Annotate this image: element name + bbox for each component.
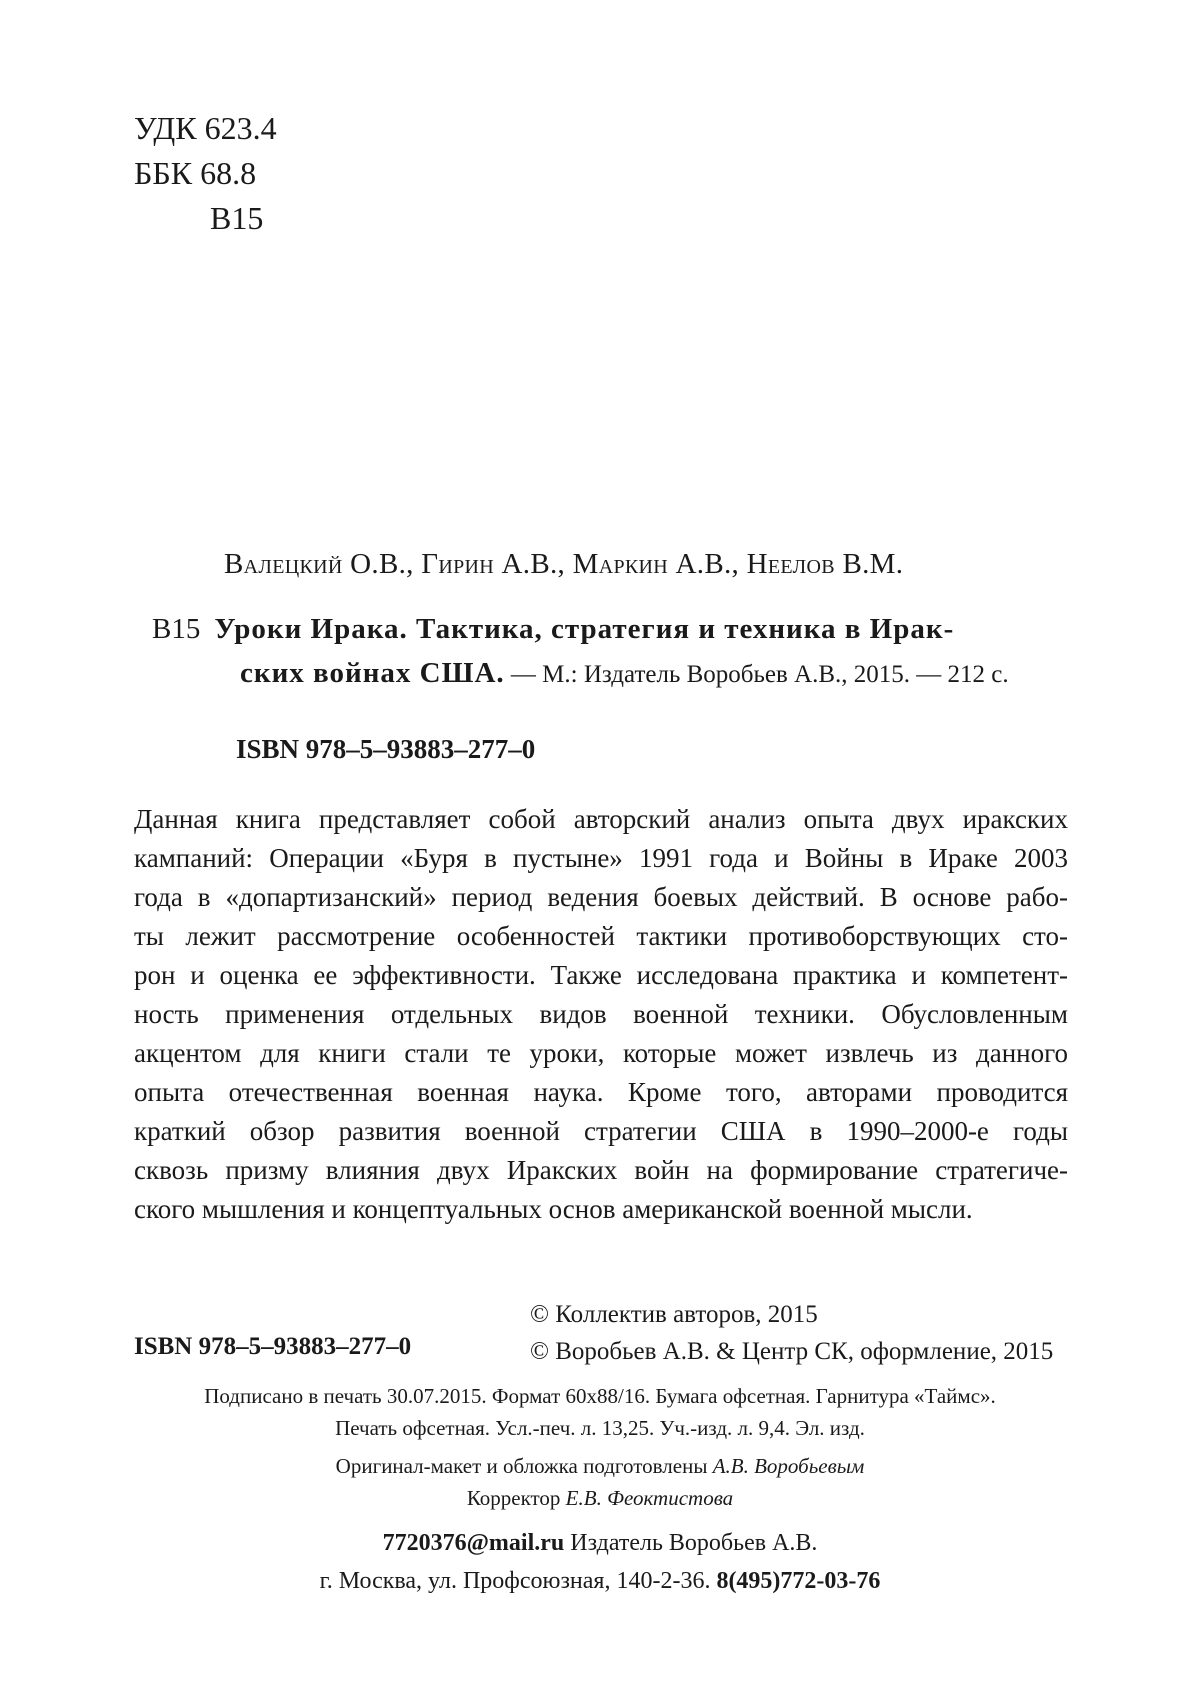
- proofreader-label: Корректор: [466, 1486, 566, 1510]
- isbn-top: ISBN 978–5–93883–277–0: [236, 734, 536, 764]
- imprint-info: — М.: Издатель Воробьев А.В., 2015. — 212 с.: [504, 661, 1009, 688]
- abstract-line: ты лежит рассмотрение особенностей тактики противоборствующих сто-: [134, 921, 1068, 951]
- abstract-line: краткий обзор развития военной стратегии США в 1990–2000-е годы: [134, 1116, 1068, 1146]
- book-title-line1: Уроки Ирака. Тактика, стратегия и техника в Ирак-: [214, 613, 955, 645]
- book-title-line2: ских войнах США.: [240, 657, 505, 689]
- abstract-line: ского мышления и концептуальных основ американской военной мысли.: [134, 1194, 973, 1224]
- abstract-line: сквозь призму влияния двух Иракских войн на формирование стратегиче-: [134, 1155, 1068, 1185]
- publisher-phone: 8(495)772-03-76: [716, 1568, 881, 1594]
- bbk-code: ББК 68.8: [134, 155, 257, 191]
- copyright-design: © Воробьев А.В. & Центр СК, оформление, 2015: [530, 1338, 1054, 1365]
- publisher-email: 7720376@mail.ru: [382, 1530, 565, 1556]
- classification-codes: [134, 106, 277, 241]
- preparation-credits: [0, 1450, 1200, 1514]
- bibliographic-entry: [152, 607, 1070, 697]
- print-info-line2: Печать офсетная. Усл.-печ. л. 13,25. Уч.-изд. л. 9,4. Эл. изд.: [335, 1416, 865, 1440]
- abstract-line: рон и оценка ее эффективности. Также исследована практика и компетент-: [134, 960, 1068, 990]
- print-info: [0, 1380, 1200, 1444]
- bib-label: В15: [152, 613, 201, 645]
- udk-code: УДК 623.4: [134, 110, 277, 146]
- abstract-line: опыта отечественная военная наука. Кроме того, авторами проводится: [134, 1077, 1068, 1107]
- authors-line: Валецкий О.В., Гирин А.В., Маркин А.В., Неелов В.М.: [224, 548, 904, 580]
- abstract-line: Данная книга представляет собой авторский анализ опыта двух иракских: [134, 804, 1068, 834]
- author-mark-code: В15: [210, 200, 264, 236]
- copyright-notice: [530, 1296, 1053, 1370]
- abstract: [134, 800, 1068, 1229]
- layout-credit-label: Оригинал-макет и обложка подготовлены: [335, 1454, 713, 1478]
- abstract-line: акцентом для книги стали те уроки, которые может извлечь из данного: [134, 1038, 1068, 1068]
- layout-credit-name: А.В. Воробьевым: [712, 1454, 865, 1478]
- abstract-line: года в «допартизанский» период ведения боевых действий. В основе рабо-: [134, 882, 1068, 912]
- abstract-line: ность применения отдельных видов военной техники. Обусловленным: [134, 999, 1068, 1029]
- publisher-contacts: [0, 1524, 1200, 1600]
- publisher-address: г. Москва, ул. Профсоюзная, 140-2-36.: [319, 1568, 717, 1594]
- print-info-line1: Подписано в печать 30.07.2015. Формат 60х88/16. Бумага офсетная. Гарнитура «Таймс».: [204, 1384, 996, 1408]
- publisher-name: Издатель Воробьев А.В.: [564, 1530, 818, 1556]
- abstract-line: кампаний: Операции «Буря в пустыне» 1991 года и Войны в Ираке 2003: [134, 843, 1068, 873]
- isbn-bottom: ISBN 978–5–93883–277–0: [134, 1333, 412, 1360]
- proofreader-name: Е.В. Феоктистова: [565, 1486, 734, 1510]
- copyright-authors: © Коллектив авторов, 2015: [530, 1301, 818, 1328]
